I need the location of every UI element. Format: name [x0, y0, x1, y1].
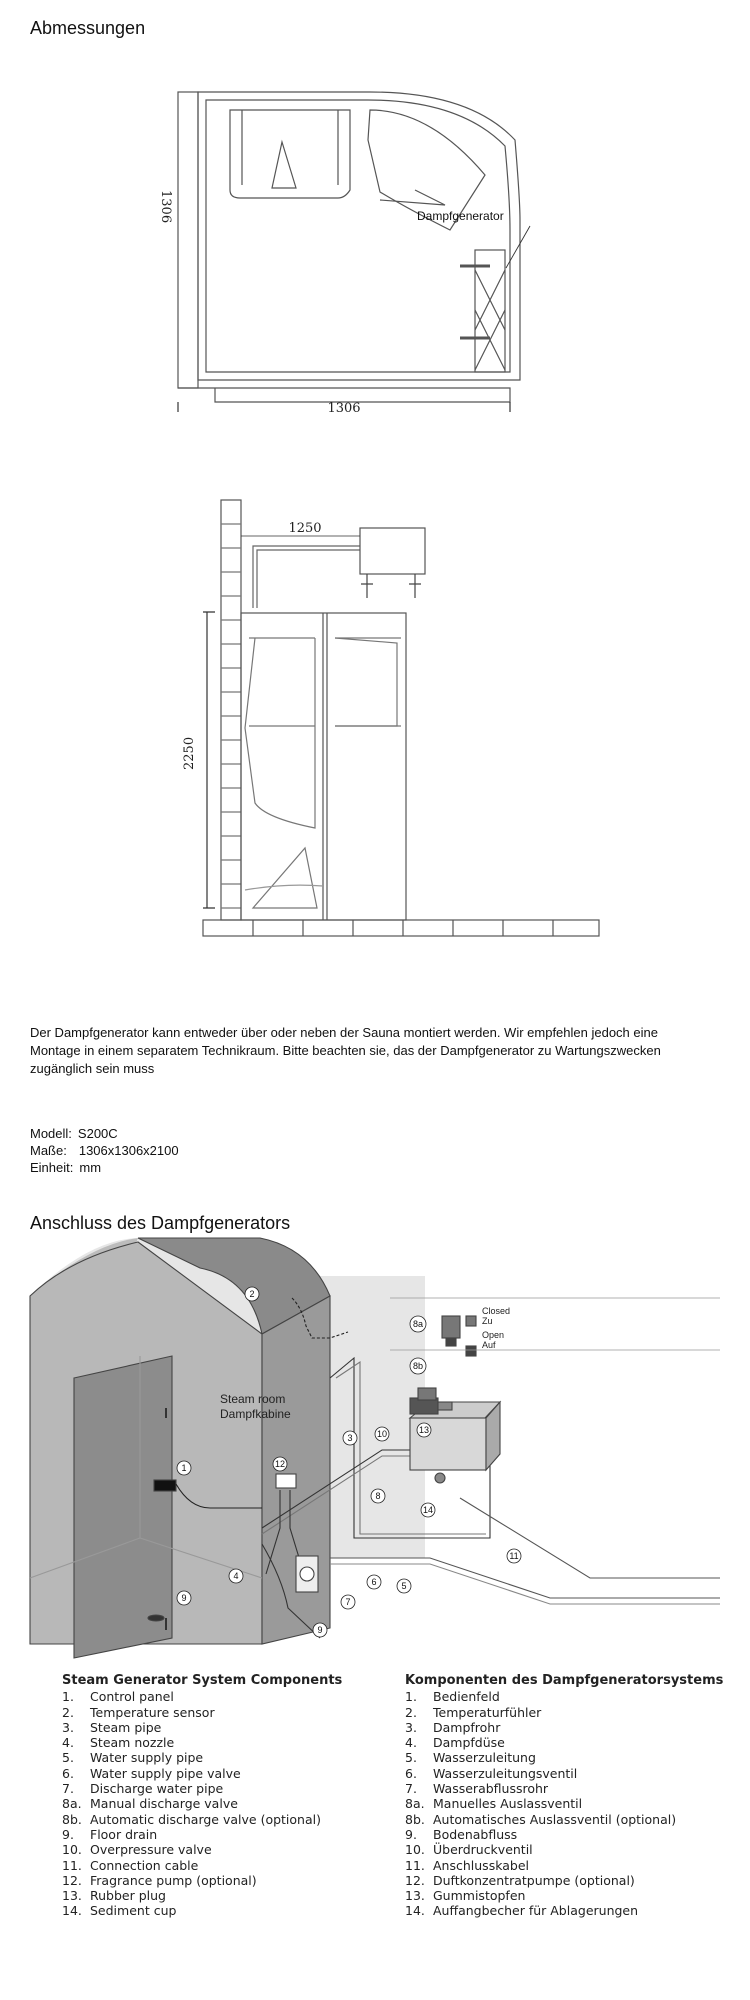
legend-item — [62, 1720, 342, 1735]
legend-item-text: Anschlusskabel — [433, 1857, 529, 1873]
callout-3 — [343, 1431, 357, 1445]
legend-item-number: 13. — [405, 1888, 425, 1904]
legend-item — [405, 1796, 723, 1811]
legend-german-title: Komponenten des Dampfgeneratorsystems — [405, 1673, 724, 1688]
legend-item — [62, 1689, 342, 1704]
spec-size: Maße: 1306x1306x2100 — [30, 1143, 179, 1158]
svg-text:12: 12 — [274, 1459, 286, 1469]
svg-text:7: 7 — [345, 1597, 351, 1607]
callout-8a — [410, 1316, 426, 1332]
legend-item — [62, 1750, 342, 1765]
legend-item-text: Rubber plug — [90, 1888, 166, 1904]
legend-item-number: 1. — [62, 1689, 74, 1705]
callout-8b — [410, 1358, 426, 1374]
callout-2 — [245, 1287, 259, 1301]
legend-item — [405, 1827, 723, 1842]
legend-item-text: Floor drain — [90, 1826, 158, 1842]
legend-item-text: Automatisches Auslassventil (optional) — [433, 1811, 677, 1827]
legend-item-number: 7. — [405, 1781, 417, 1797]
legend-item-number: 13. — [62, 1888, 82, 1904]
connection-diagram — [30, 1238, 720, 1668]
svg-text:9: 9 — [181, 1593, 187, 1603]
legend-item — [62, 1873, 342, 1888]
legend-item-number: 2. — [62, 1704, 74, 1720]
svg-text:14: 14 — [422, 1505, 434, 1515]
elevation-drawing — [145, 488, 605, 958]
legend-item — [405, 1888, 723, 1903]
callout-8 — [371, 1489, 385, 1503]
callout-9b — [313, 1623, 327, 1637]
legend-item — [62, 1796, 342, 1811]
svg-text:8b: 8b — [412, 1361, 424, 1371]
svg-text:10: 10 — [376, 1429, 388, 1439]
legend-item-number: 8a. — [405, 1796, 425, 1812]
legend-item-text: Sediment cup — [90, 1903, 177, 1919]
legend-item-number: 14. — [62, 1903, 82, 1919]
legend-item-number: 10. — [62, 1842, 82, 1858]
elevation-width-label: 1250 — [288, 521, 322, 536]
legend-item-number: 12. — [405, 1872, 425, 1888]
legend-item — [62, 1735, 342, 1750]
callout-7 — [341, 1595, 355, 1609]
legend-english-title: Steam Generator System Components — [62, 1673, 343, 1688]
spec-block — [30, 1125, 179, 1176]
legend-item — [62, 1781, 342, 1796]
svg-text:5: 5 — [401, 1581, 407, 1591]
legend-item-number: 6. — [62, 1765, 74, 1781]
legend-item-text: Steam nozzle — [90, 1735, 175, 1751]
legend-item-text: Wasserzuleitungsventil — [433, 1765, 578, 1781]
legend-item-text: Automatic discharge valve (optional) — [90, 1811, 321, 1827]
legend-item — [405, 1735, 723, 1750]
legend-item-text: Temperature sensor — [90, 1704, 215, 1720]
legend-item-number: 9. — [62, 1826, 74, 1842]
legend-item-number: 11. — [405, 1857, 425, 1873]
svg-text:4: 4 — [233, 1571, 239, 1581]
legend-item — [62, 1812, 342, 1827]
spec-unit: Einheit: mm — [30, 1160, 102, 1175]
callout-9 — [177, 1591, 191, 1605]
installation-paragraph: Der Dampfgenerator kann entweder über oder neben der Sauna montiert werden. Wir empfehlen jedoch eine Montage in einem separatem Technikraum. Bitte beachten sie, das der Dampfgenerator zu Wartungszwecken zugänglich sein muss — [30, 1025, 661, 1076]
legend-item-text: Bodenabfluss — [433, 1826, 518, 1842]
svg-text:2: 2 — [249, 1289, 255, 1299]
legend-item — [405, 1689, 723, 1704]
legend-item-number: 4. — [62, 1735, 74, 1751]
valve-closed-label: Closed — [482, 1306, 511, 1316]
legend-item-text: Discharge water pipe — [90, 1781, 224, 1797]
plan-view-drawing — [158, 80, 640, 420]
steam-room-label-de: Dampfkabine — [220, 1407, 291, 1421]
valve-closed-de-label: Zu — [482, 1316, 493, 1326]
legend-item-text: Water supply pipe — [90, 1750, 204, 1766]
legend-item-number: 7. — [62, 1781, 74, 1797]
svg-text:3: 3 — [347, 1433, 353, 1443]
legend-item — [405, 1720, 723, 1735]
legend-item-number: 3. — [62, 1719, 74, 1735]
legend-item — [62, 1766, 342, 1781]
legend-item-number: 14. — [405, 1903, 425, 1919]
legend-item-number: 11. — [62, 1857, 82, 1873]
legend-item-number: 5. — [405, 1750, 417, 1766]
legend-item-number: 2. — [405, 1704, 417, 1720]
legend-item — [62, 1827, 342, 1842]
callout-4 — [229, 1569, 243, 1583]
legend-item-text: Fragrance pump (optional) — [90, 1872, 257, 1888]
valve-open-label: Open — [482, 1330, 505, 1340]
legend-item — [405, 1781, 723, 1796]
legend-item-text: Gummistopfen — [433, 1888, 526, 1904]
legend-item-text: Overpressure valve — [90, 1842, 212, 1858]
callout-14 — [421, 1503, 435, 1517]
legend-item-text: Überdruckventil — [433, 1842, 533, 1858]
legend-item-text: Water supply pipe valve — [90, 1765, 241, 1781]
spec-model: Modell: S200C — [30, 1126, 118, 1141]
valve-open-de-label: Auf — [482, 1340, 496, 1350]
legend-item-number: 8b. — [405, 1811, 425, 1827]
legend-item-text: Wasserzuleitung — [433, 1750, 536, 1766]
legend-item-text: Manuelles Auslassventil — [433, 1796, 583, 1812]
legend-item — [405, 1903, 723, 1918]
legend-item — [405, 1812, 723, 1827]
legend-item — [405, 1873, 723, 1888]
legend-item — [405, 1766, 723, 1781]
legend-german — [405, 1673, 723, 1919]
legend-item-number: 1. — [405, 1689, 417, 1705]
legend-item-text: Manual discharge valve — [90, 1796, 238, 1812]
legend-item-text: Connection cable — [90, 1857, 199, 1873]
callout-12 — [273, 1457, 287, 1471]
legend-item-text: Duftkonzentratpumpe (optional) — [433, 1872, 635, 1888]
svg-text:1: 1 — [181, 1463, 187, 1473]
legend-item-number: 8b. — [62, 1811, 82, 1827]
legend-item-text: Auffangbecher für Ablagerungen — [433, 1903, 639, 1919]
elevation-height-label: 2250 — [182, 736, 197, 770]
legend-item — [405, 1858, 723, 1873]
legend-item — [62, 1705, 342, 1720]
svg-text:11: 11 — [509, 1551, 519, 1561]
callout-13 — [417, 1423, 431, 1437]
svg-text:9: 9 — [317, 1625, 323, 1635]
legend-item-text: Steam pipe — [90, 1719, 162, 1735]
callout-6 — [367, 1575, 381, 1589]
plan-width-label: 1306 — [327, 401, 361, 416]
svg-text:8: 8 — [375, 1491, 381, 1501]
steam-room-label-en: Steam room — [220, 1392, 286, 1406]
legend-item-number: 6. — [405, 1765, 417, 1781]
callout-11 — [507, 1549, 521, 1563]
legend-item-text: Dampfdüse — [433, 1735, 505, 1751]
callout-5 — [397, 1579, 411, 1593]
svg-text:6: 6 — [371, 1577, 377, 1587]
legend-item — [62, 1903, 342, 1918]
connection-heading: Anschluss des Dampfgenerators — [30, 1213, 291, 1233]
legend-item — [62, 1858, 342, 1873]
legend-english — [62, 1673, 342, 1919]
legend-item — [405, 1842, 723, 1857]
legend-item-text: Dampfrohr — [433, 1719, 501, 1735]
legend-item-text: Control panel — [90, 1689, 174, 1705]
legend-item — [62, 1888, 342, 1903]
legend-item-number: 3. — [405, 1719, 417, 1735]
legend-item-number: 10. — [405, 1842, 425, 1858]
legend-item — [62, 1842, 342, 1857]
legend-item-number: 4. — [405, 1735, 417, 1751]
legend-item — [405, 1705, 723, 1720]
svg-text:13: 13 — [418, 1425, 430, 1435]
legend-item-text: Temperaturfühler — [433, 1704, 542, 1720]
legend-item-number: 5. — [62, 1750, 74, 1766]
legend-item-number: 8a. — [62, 1796, 82, 1812]
dimensions-heading: Abmessungen — [30, 18, 146, 38]
legend-item — [405, 1750, 723, 1765]
legend-item-number: 9. — [405, 1826, 417, 1842]
legend-item-text: Bedienfeld — [433, 1689, 500, 1705]
callout-1 — [177, 1461, 191, 1475]
plan-depth-label: 1306 — [158, 190, 173, 224]
dampfgenerator-callout: Dampfgenerator — [417, 209, 504, 223]
legend-item-text: Wasserabflussrohr — [433, 1781, 549, 1797]
callout-10 — [375, 1427, 389, 1441]
legend-item-number: 12. — [62, 1872, 82, 1888]
svg-text:8a: 8a — [412, 1319, 424, 1329]
